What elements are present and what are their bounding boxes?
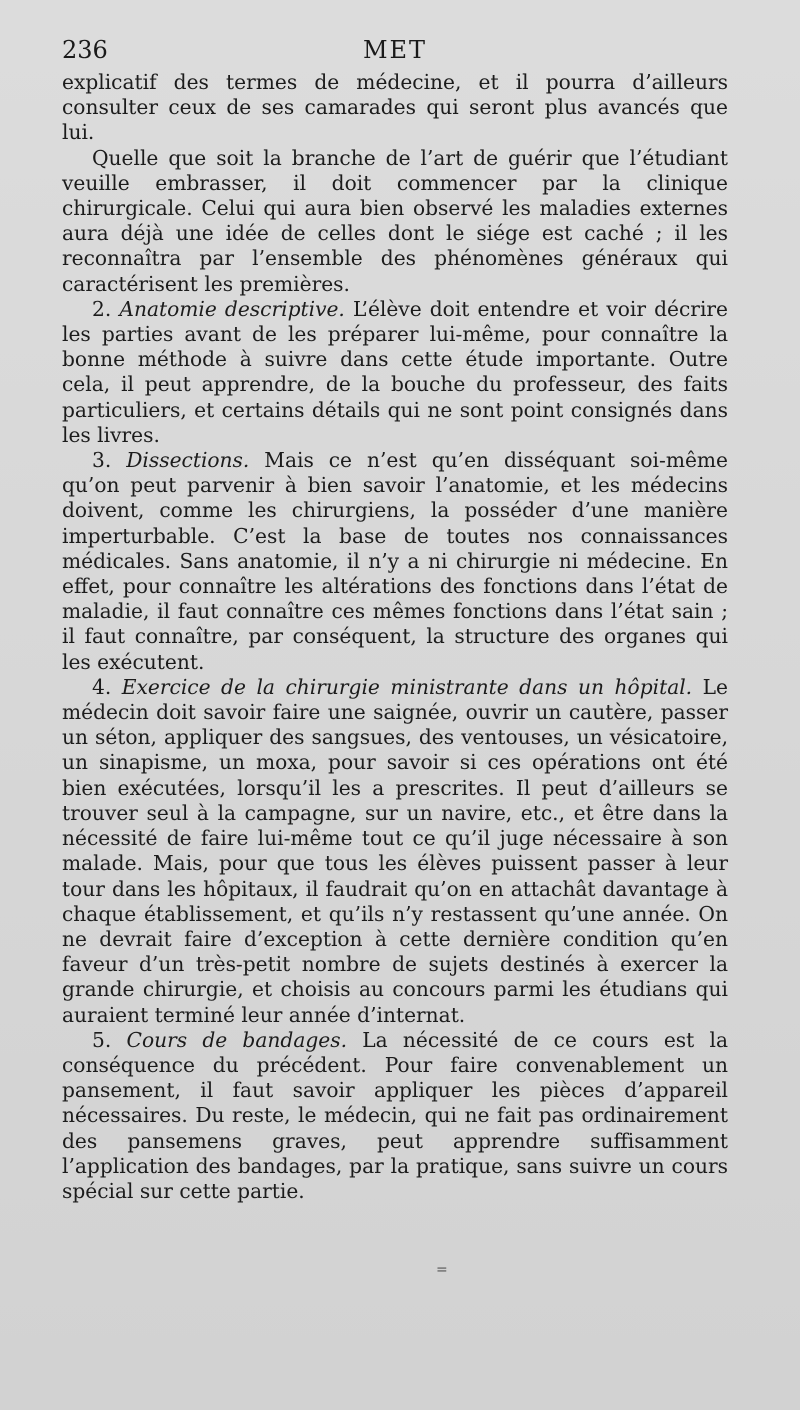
running-head: MET <box>362 36 428 64</box>
paragraph-text: Le médecin doit savoir faire une saignée, ouvrir un cautère, passer un séton, appliquer des sangsues, des ventouses, un vésicatoire, un sinapisme, un moxa, pour savoir si ces opérations ont été bien exécutées, lorsqu’il les a prescrites. Il peut d’ailleurs se trouver seul à la campagne, sur un navire, etc., et être dans la nécessité de faire lui-même tout ce qu’il juge nécessaire à son malade. Mais, pour que tous les élèves puissent passer à leur tour dans les hôpitaux, il faudrait qu’on en attachât davantage à chaque établissement, et qu’ils n’y restassent qu’une année. On ne devrait faire d’exception à cette dernière condition qu’en faveur d’un très-petit nombre de sujets destinés à exercer la grande chirurgie, et choisis au concours parmi les étudians qui auraient terminé leur année d’internat. <box>62 674 728 1027</box>
section-number: 5. <box>92 1027 127 1052</box>
section-heading: Cours de bandages. <box>126 1027 348 1052</box>
section-number: 2. <box>92 296 120 321</box>
page-number: 236 <box>62 36 108 64</box>
section-number: 3. <box>92 448 127 473</box>
paragraph-anatomie <box>62 297 728 448</box>
page-header <box>62 36 728 70</box>
paragraph-bandages <box>62 1028 728 1204</box>
section-heading: Exercice de la chirurgie ministrante dans un hôpital. <box>121 674 693 699</box>
paragraph-continuation <box>62 70 728 146</box>
paragraph-dissections <box>62 448 728 675</box>
paragraph-text: Quelle que soit la branche de l’art de guérir que l’étudiant veuille embrasser, il doit commencer par la clinique chirurgicale. Celui qui aura bien observé les maladies externes aura déjà une idée de celles dont le siége est caché ; il les reconnaîtra par l’ensemble des phénomènes généraux qui caractérisent les premières. <box>62 145 728 296</box>
page-body <box>62 70 728 1204</box>
section-heading: Dissections. <box>126 448 250 473</box>
paragraph-text: La nécessité de ce cours est la conséquence du précédent. Pour faire convenablement un pansement, il faut savoir appliquer les pièces d’appareil nécessaires. Du reste, le médecin, qui ne fait pas ordinairement des pansemens graves, peut apprendre suffisamment l’application des bandages, par la pratique, sans suivre un cours spécial sur cette partie. <box>62 1027 728 1203</box>
footer-mark: = <box>436 1262 448 1278</box>
paragraph-text: Mais ce n’est qu’en disséquant soi-même qu’on peut parvenir à bien savoir l’anatomie, et les médecins doivent, comme les chirurgiens, la posséder d’une manière imperturbable. C’est la base de toutes nos connaissances médicales. Sans anatomie, il n’y a ni chirurgie ni médecine. En effet, pour connaître les altérations des fonctions dans l’état de maladie, il faut connaître ces mêmes fonctions dans l’état sain ; il faut connaître, par conséquent, la structure des organes qui les exécutent. <box>62 448 729 674</box>
paragraph-text: explicatif des termes de médecine, et il pourra d’ailleurs consulter ceux de ses camarades qui seront plus avancés que lui. <box>62 70 728 145</box>
paragraph-chirurgie <box>62 675 728 1028</box>
paragraph-clinique <box>62 146 728 297</box>
section-number: 4. <box>92 674 122 699</box>
section-heading: Anatomie descriptive. <box>119 296 345 321</box>
paragraph-text: L’élève doit entendre et voir décrire les parties avant de les préparer lui-même, pour connaître la bonne méthode à suivre dans cette étude importante. Outre cela, il peut apprendre, de la bouche du professeur, des faits particuliers, et certains détails qui ne sont point consignés dans les livres. <box>62 296 729 447</box>
